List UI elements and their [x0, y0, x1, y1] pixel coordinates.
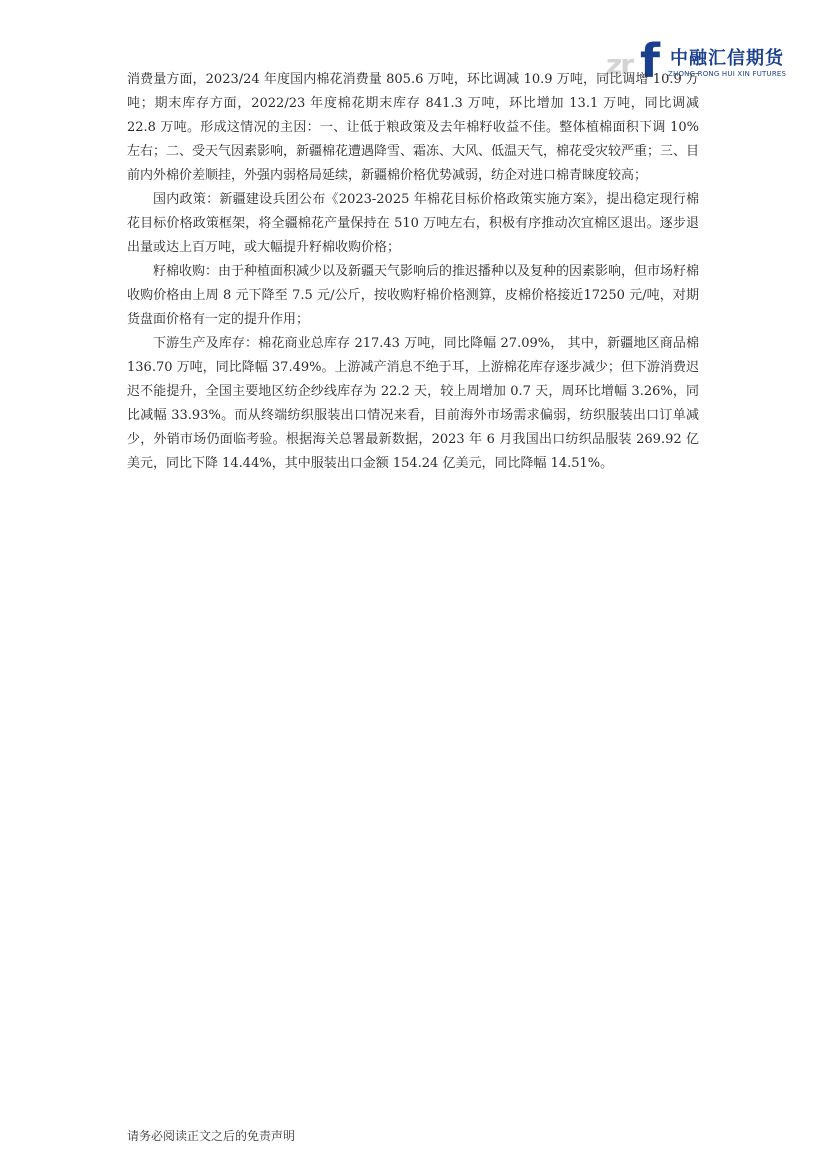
- logo-f-mark: f: [640, 34, 661, 88]
- paragraph-downstream-inventory: 下游生产及库存：棉花商业总库存 217.43 万吨，同比降幅 27.09%， 其中，新疆地区商品棉 136.70 万吨，同比降幅 37.49%。上游减产消息不绝于耳，上游棉花库存逐步减少；但下游消费迟迟不能提升，全国主要地区纺企纱线库存为 22.2 天，较上周增加 0.7 天，周环比增幅 3.26%，同比减幅 33.93%。而从终端纺织服装出口情况来看，目前海外市场需求偏弱，纺织服装出口订单减少，外销市场仍面临考验。根据海关总署最新数据，2023 年 6 月我国出口纺织品服装 269.92 亿美元，同比下降 14.44%，其中服装出口金额 154.24 亿美元，同比降幅 14.51%。: [127, 336, 699, 471]
- paragraph-consumption: 消费量方面，2023/24 年度国内棉花消费量 805.6 万吨，环比调减 10.9 万吨，同比调增 10.9 万吨；期末库存方面，2022/23 年度棉花期末库存 841.3 万吨，环比增加 13.1 万吨，同比调减 22.8 万吨。形成这情况的主因：一、让低于粮政策及去年棉籽收益不佳。整体植棉面积下调 10%左右；二、受天气因素影响，新疆棉花遭遇降雪、霜冻、大风、低温天气，棉花受灾较严重；三、目前内外棉价差顺挂，外强内弱格局延续，新疆棉价格优势减弱，纺企对进口棉青睐度较高；: [127, 72, 700, 183]
- report-body: [127, 68, 699, 476]
- paragraph-seed-cotton-purchase: 籽棉收购：由于种植面积减少以及新疆天气影响后的推迟播种以及复种的因素影响，但市场籽棉收购价格由上周 8 元下降至 7.5 元/公斤，按收购籽棉价格测算，皮棉价格接近17250 元/吨，对期货盘面价格有一定的提升作用；: [127, 264, 700, 327]
- logo-company-name: 中融汇信期货: [670, 48, 784, 69]
- logo-zr-mark: zr: [606, 48, 633, 81]
- logo-company-name-en: ZHONG RONG HUI XIN FUTURES: [668, 70, 787, 78]
- footer-disclaimer: 请务必阅读正文之后的免责声明: [127, 1129, 296, 1143]
- paragraph-domestic-policy: 国内政策：新疆建设兵团公布《2023-2025 年棉花目标价格政策实施方案》，提出稳定现行棉花目标价格政策框架，将全疆棉花产量保持在 510 万吨左右，积极有序推动次宜棉区退出。逐步退出量或达上百万吨，或大幅提升籽棉收购价格；: [127, 192, 699, 255]
